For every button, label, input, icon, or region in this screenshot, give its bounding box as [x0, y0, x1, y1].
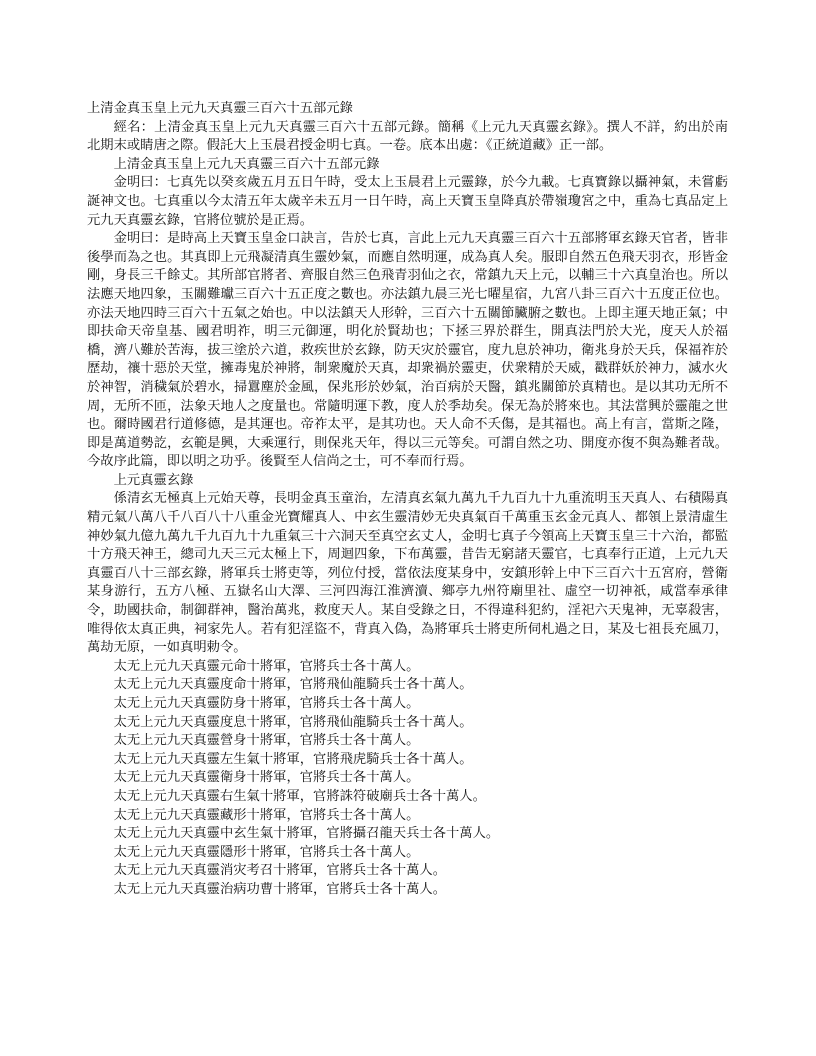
list-item: 太无上元九天真靈元命十將軍，官將兵士各十萬人。	[113, 658, 420, 674]
list-item: 太无上元九天真靈治病功曹十將軍，官將兵士各十萬人。	[113, 881, 447, 897]
inner-title: 上清金真玉皇上元九天真靈三百六十五部元錄	[113, 156, 380, 172]
list-item: 太无上元九天真靈營身十將軍，官將兵士各十萬人。	[113, 733, 420, 749]
document-body	[87, 100, 728, 900]
list-item: 太无上元九天真靈隱形十將軍，官將兵士各十萬人。	[113, 844, 420, 860]
jinming-speech-second: 金明曰：是時高上天寶玉皇金口訣言，告於七真，言此上元九天真靈三百六十五部將軍玄錄天官者，皆非後學而為之也。其真即上元飛凝清真生靈妙氣，而應自然明運，成為真人矣。服即自然五色飛天羽衣，形皆金剛，身長三千餘丈。其所部官將者、齊服自然三色飛青羽仙之衣，常鎮九天上元，以輔三十六真皇治也。所以法應天地四象，玉關難瓛三百六十五正度之數也。亦法鎮九晨三光七曜星宿，九宮八卦三百六十五度正位也。亦法天地四時三百六十五氣之始也。中以法鎮天人形幹，三百六十五關節臟腑之數也。上即主運天地正氣；中即扶命天帝皇基、國君明祚，明三元御運，明化於賢劫也；下拯三界於群生，開真法門於大光，度天人於福橋，濟八難於苦海，拔三塗於六道，救疾世於玄錄，防天灾於靈官，度九息於神功，衛兆身於天兵，保福祚於歷劫，禳十惡於天堂，擁毒鬼於神將，制衆魔於天真，却衆禍於靈吏，伏衆精於天威，戳群妖於神力，滅水火於神智，消穢氣於碧水，掃囂塵於金風，保兆形於妙氣，治百病於天醫，鎮兆關節於真精也。是以其功无所不周，无所不匝，法象天地人之度量也。常隨明運下教，度人於季劫矣。保无為於將來也。其法當興於靈龍之世也。爾時國君行道修德，是其運也。帝祚太平，是其功也。天人命不夭傷，是其福也。高上有言，當斯之隆，即是萬道勢訖，玄範是興，大乘運行，則保兆天年，得以三元等矣。可謂自然之功、開度亦復不與為難者哉。今故序此篇，即以明之功乎。後賢至人信尚之士，可不奉而行焉。	[87, 231, 728, 470]
list-item: 太无上元九天真靈衛身十將軍，官將兵士各十萬人。	[113, 770, 420, 786]
list-item: 太无上元九天真靈藏形十將軍，官將兵士各十萬人。	[113, 807, 420, 823]
general-list	[87, 658, 728, 900]
jinming-speech-first: 金明曰：七真先以癸亥歲五月五日午時，受太上玉晨君上元靈錄，於今九載。七真寶錄以攝神氣，未嘗虧誕神文也。七真重以今太清五年太歲辛未五月一日午時，高上天寶玉皇降真於帶嶺瓊宮之中，重為七真品定上元九天真靈玄錄，官將位號於是正焉。	[87, 175, 728, 228]
list-item: 太无上元九天真靈中玄生氣十將軍，官將攝召龍天兵士各十萬人。	[113, 826, 500, 842]
bibliographic-note: 經名：上清金真玉皇上元九天真靈三百六十五部元錄。簡稱《上元九天真靈玄錄》。撰人不詳，約出於南北期末或睛唐之際。假託大上玉晨君授金明七真。一卷。底本出處：《正統道藏》正一部。	[87, 119, 728, 154]
list-item: 太无上元九天真靈右生氣十將軍，官將誅符破廟兵士各十萬人。	[113, 788, 486, 804]
list-item: 太无上元九天真靈度命十將軍，官將飛仙龍騎兵士各十萬人。	[113, 677, 473, 693]
list-item: 太无上元九天真靈度息十將軍，官將飛仙龍騎兵士各十萬人。	[113, 714, 473, 730]
document-title: 上清金真玉皇上元九天真靈三百六十五部元錄	[87, 101, 353, 116]
section-title-shangyuan-zhenling-xuanlu: 上元真靈玄錄	[113, 472, 194, 488]
list-item: 太无上元九天真靈左生氣十將軍，官將飛虎騎兵士各十萬人。	[113, 751, 473, 767]
shangyuan-zhenling-xuanlu-body: 係清玄无極真上元始天尊，長明金真玉童治，左清真玄氣九萬九千九百九十九重流明玉天真人、右積陽真精元氣八萬八千八百八十八重金光寶耀真人、中玄生靈清妙无央真氣百千萬重玉玄金元真人、都領上景清虛生神妙氣九億九萬九千九百九十九重氣三十六洞天至真空玄丈人，金明七真子今領高上天寶玉皇三十六治，都監十方飛天神王，總司九天三元太極上下，周迴四象，下布萬靈，昔告无窮諸天靈官，七真奉行正道，上元九天真靈百八十三部玄錄，將軍兵士將吏等，列位付授，當依法度某身中，安鎮形幹上中下三百六十五宮府，營衛某身游行，五方八極、五嶽名山大澤、三河四海江淮濟瀆、鄉亭九州符廟里社、虛空一切神祇，咸當奉承律令，助國扶命，制御群神，醫治萬兆，救度天人。某自受錄之日，不得違科犯約，淫祀六天鬼神，无辜殺害，唯得依太真正典，祠家先人。若有犯淫盜不，背真入偽，為將軍兵士將吏所伺札過之日，某及七祖長充風刀，萬劫无原，一如真明勅令。	[87, 491, 728, 656]
list-item: 太无上元九天真靈防身十將軍，官將兵士各十萬人。	[113, 696, 420, 711]
list-item: 太无上元九天真靈消灾考召十將軍，官將兵士各十萬人。	[113, 863, 447, 879]
